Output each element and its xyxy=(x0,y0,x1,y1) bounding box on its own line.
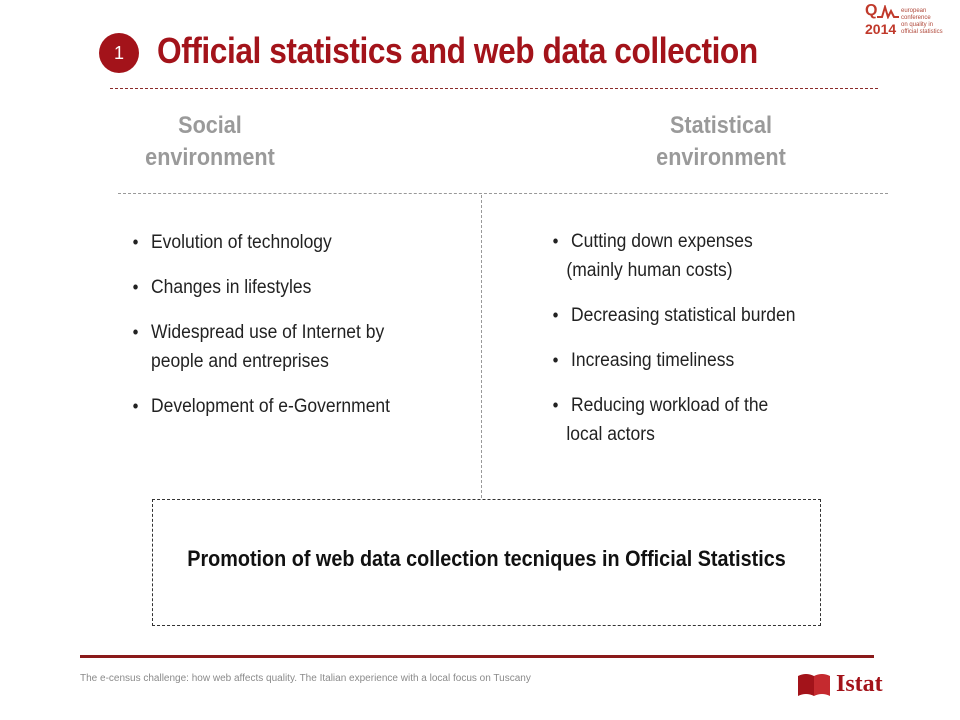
list-item-text: Development of e-Government xyxy=(151,396,391,417)
bullet-icon: • xyxy=(132,322,139,342)
conference-logo-mark: Q xyxy=(865,2,878,19)
section-number-badge: 1 xyxy=(99,33,139,73)
list-item xyxy=(552,227,875,285)
list-item-text: Widespread use of Internet by xyxy=(151,322,385,343)
list-item-text: Reducing workload of the xyxy=(571,395,769,416)
list-item-text: people and entreprises xyxy=(151,351,329,372)
list-item-text: Evolution of technology xyxy=(151,232,332,253)
bullet-icon: • xyxy=(552,395,559,415)
signal-wave-icon xyxy=(877,5,899,19)
conference-logo-line: european conference xyxy=(901,8,931,21)
list-item-text: local actors xyxy=(566,424,655,445)
bullet-icon: • xyxy=(132,396,139,416)
statistical-bullet-list xyxy=(552,227,901,465)
list-item xyxy=(552,301,875,330)
conference-logo-year: 2014 xyxy=(865,21,897,37)
heading-line: environment xyxy=(656,144,786,171)
list-item-text: Decreasing statistical burden xyxy=(571,305,796,326)
list-item-text: (mainly human costs) xyxy=(566,260,733,281)
conference-logo-text xyxy=(901,8,957,36)
list-item xyxy=(552,346,875,375)
bullet-icon: • xyxy=(132,277,139,297)
promotion-box xyxy=(152,499,821,626)
conference-logo xyxy=(865,2,955,42)
heading-line: Statistical xyxy=(669,112,773,139)
heading-line: environment xyxy=(145,144,275,171)
list-item xyxy=(132,318,445,376)
list-item-text: Changes in lifestyles xyxy=(151,277,312,298)
list-item-text: Increasing timeliness xyxy=(571,350,735,371)
conference-logo-line: official statistics xyxy=(901,29,943,35)
list-item xyxy=(132,273,445,302)
promotion-text: Promotion of web data collection tecniques in Official Statistics xyxy=(187,546,786,571)
column-divider xyxy=(481,195,482,498)
page-title: Official statistics and web data collection xyxy=(157,30,758,71)
bullet-icon: • xyxy=(552,231,559,251)
list-item xyxy=(132,392,445,421)
istat-logo xyxy=(798,672,908,696)
istat-flag-icon xyxy=(798,672,830,696)
conference-logo-line: on quality in xyxy=(901,22,934,28)
list-item xyxy=(552,391,875,449)
footer-text: The e-census challenge: how web affects quality. The Italian experience with a local focus on Tuscany xyxy=(80,673,531,684)
footer-divider xyxy=(80,655,874,658)
social-bullet-list xyxy=(132,228,471,437)
bullet-icon: • xyxy=(552,350,559,370)
social-environment-heading xyxy=(120,110,300,174)
istat-logo-text: Istat xyxy=(836,671,883,697)
list-item-text: Cutting down expenses xyxy=(571,231,753,252)
bullet-icon: • xyxy=(132,232,139,252)
list-item xyxy=(132,228,445,257)
heading-line: Social xyxy=(178,112,242,139)
title-divider xyxy=(110,88,878,89)
bullet-icon: • xyxy=(552,305,559,325)
statistical-environment-heading xyxy=(627,110,816,174)
heading-divider xyxy=(118,193,888,194)
